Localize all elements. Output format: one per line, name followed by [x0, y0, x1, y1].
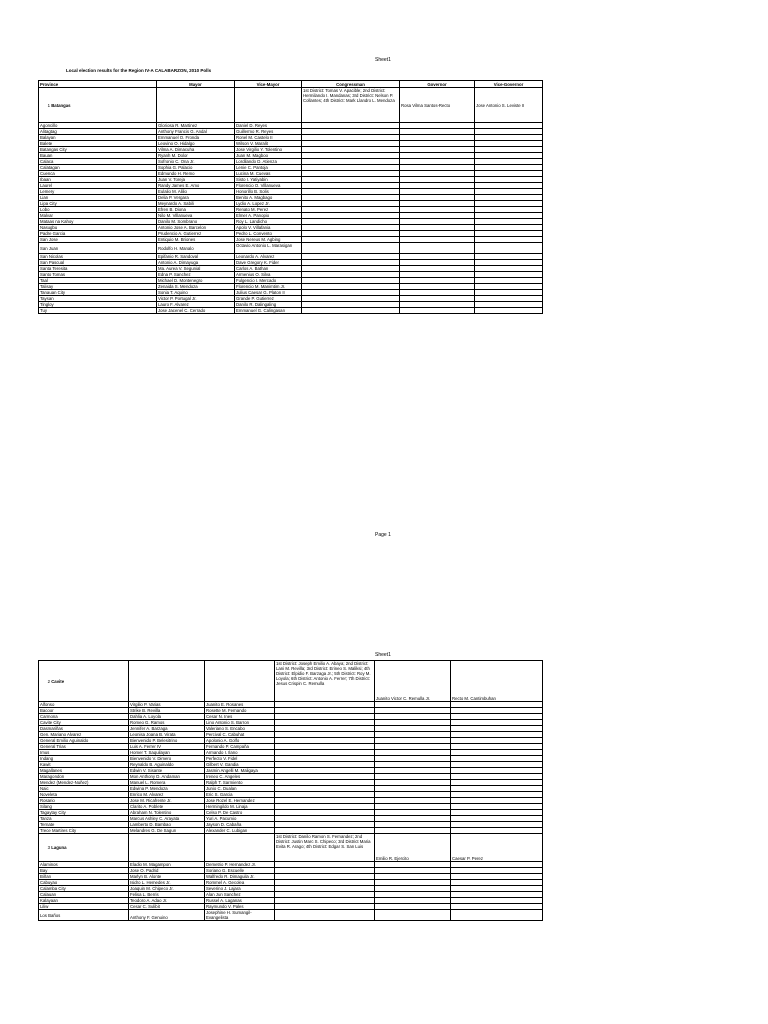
- vice-mayor-cell: Elmer A. Panopio: [235, 213, 302, 219]
- mayor-cell: Victor P. Portugal Jr.: [157, 296, 235, 302]
- vice-mayor-cell: Fernando P. Campaña: [205, 744, 275, 750]
- mayor-cell: Eladio M. Magampon: [129, 862, 205, 868]
- mayor-cell: Leovino O. Hidalgo: [157, 141, 235, 147]
- vice-mayor-cell: Daniel D. Reyes: [235, 123, 302, 129]
- mayor-cell: Jose M. Ricafrente Jr.: [129, 798, 205, 804]
- vice-governor-cell: Caesar P. Perez: [451, 834, 543, 862]
- mayor-cell: Marlyn B. Alonte: [129, 874, 205, 880]
- province-number: 3: [47, 845, 50, 850]
- province-name: Batangas: [51, 102, 71, 108]
- municipality-cell: Lemery: [39, 189, 157, 195]
- vice-mayor-cell: Junio C. Dualan: [205, 786, 275, 792]
- municipality-cell: Maragondon: [39, 774, 129, 780]
- vice-mayor-cell: Sisto I. Yatiyabin: [235, 177, 302, 183]
- vice-mayor-cell: Grande P. Gutierrez: [235, 296, 302, 302]
- province-number: 1: [47, 102, 50, 108]
- municipality-cell: Liliw: [39, 904, 129, 910]
- municipality-cell: Alaminos: [39, 862, 129, 868]
- vice-mayor-cell: Celso P. De Castro: [205, 810, 275, 816]
- province-number: 2: [47, 678, 50, 684]
- col-header-governor: Governor: [400, 81, 475, 88]
- vice-mayor-cell: Rommel A. Gecolea: [205, 880, 275, 886]
- sheet-label: Sheet1: [375, 652, 391, 658]
- vice-mayor-cell: Guillermo R. Reyes: [235, 129, 302, 135]
- mayor-cell: Prudencio A. Gutierrez: [157, 231, 235, 237]
- municipality-cell: General Emilio Aguinaldo: [39, 738, 129, 744]
- vice-mayor-cell: Raymundo V. Pales: [205, 904, 275, 910]
- municipality-cell: San Nicolas: [39, 254, 157, 260]
- province-cell: [39, 88, 157, 123]
- municipality-cell: Magallanes: [39, 768, 129, 774]
- municipality-cell: Calamba City: [39, 886, 129, 892]
- municipality-row: [39, 243, 543, 254]
- municipality-cell: Santa Teresita: [39, 266, 157, 272]
- congressman-empty-cell: [302, 308, 400, 314]
- vice-mayor-cell: Severino J. Lajara: [205, 886, 275, 892]
- municipality-cell: Gen. Mariano Alvarez: [39, 732, 129, 738]
- municipality-cell: Dasmariñas: [39, 726, 129, 732]
- mayor-cell: Antonio A. Dimayuga: [157, 260, 235, 266]
- mayor-cell: Felisa L. Berris: [129, 892, 205, 898]
- mayor-cell: Reynaldo B. Aguinaldo: [129, 762, 205, 768]
- municipality-cell: Kalayaan: [39, 898, 129, 904]
- mayor-cell: Delia P. Vergara: [157, 195, 235, 201]
- municipality-cell: San Pascual: [39, 260, 157, 266]
- vice-mayor-cell: Cesar N. Ines: [205, 714, 275, 720]
- municipality-cell: Cavite City: [39, 720, 129, 726]
- vice-mayor-cell: Lucina M. Cuevas: [235, 171, 302, 177]
- mayor-cell: Clarito A. Poblete: [129, 804, 205, 810]
- municipality-cell: Mataas na Kahoy: [39, 219, 157, 225]
- mayor-cell: Romeo G. Ramos: [129, 720, 205, 726]
- municipality-cell: Nasugbu: [39, 225, 157, 231]
- mayor-cell: Epifanio R. Sandoval: [157, 254, 235, 260]
- mayor-cell: Enrico M. Alvarez: [129, 792, 205, 798]
- province-vice-mayor-cell: [205, 834, 275, 862]
- province-row: [39, 88, 543, 123]
- municipality-cell: Taysan: [39, 296, 157, 302]
- municipality-cell: Taal: [39, 278, 157, 284]
- mayor-cell: Anthony Francis G. Andal: [157, 129, 235, 135]
- col-header-congressman: Congressman: [302, 81, 400, 88]
- mayor-cell: Strike B. Revilla: [129, 708, 205, 714]
- mayor-cell: Luis A. Ferrer IV: [129, 744, 205, 750]
- vice-governor-empty-cell: [451, 910, 543, 921]
- mayor-cell: Edmundo H. Remo: [157, 171, 235, 177]
- vice-mayor-cell: Valeriano S. Encabo: [205, 726, 275, 732]
- vice-mayor-cell: Wilson V. Maralit: [235, 141, 302, 147]
- municipality-cell: Balete: [39, 141, 157, 147]
- vice-mayor-cell: Juanito E. Rosanes: [205, 702, 275, 708]
- mayor-cell: Sofronio C. Ona Jr.: [157, 159, 235, 165]
- municipality-cell: Cuenca: [39, 171, 157, 177]
- municipality-cell: Lian: [39, 195, 157, 201]
- mayor-cell: Zenaida S. Mendoza: [157, 284, 235, 290]
- batangas-results-table: [38, 80, 543, 314]
- sheet-label: Sheet1: [375, 57, 391, 63]
- vice-mayor-cell: Russel A. Laganas: [205, 898, 275, 904]
- vice-mayor-cell: Yuri A. Pacumio: [205, 816, 275, 822]
- province-cell: [39, 661, 129, 702]
- municipality-cell: Ternate: [39, 822, 129, 828]
- vice-mayor-cell: Jose Rozel E. Hernandez: [205, 798, 275, 804]
- mayor-cell: Rodolfo H. Manalo: [157, 243, 235, 254]
- municipality-cell: Biñan: [39, 874, 129, 880]
- mayor-cell: Homer T. Saquilayan: [129, 750, 205, 756]
- vice-mayor-cell: Percival C. Cabuhat: [205, 732, 275, 738]
- governor-empty-cell: [400, 308, 475, 314]
- municipality-cell: Calatagan: [39, 165, 157, 171]
- municipality-cell: Carmona: [39, 714, 129, 720]
- mayor-cell: Teodoro A. Adao Jr.: [129, 898, 205, 904]
- governor-empty-cell: [400, 243, 475, 254]
- province-vice-mayor-cell: [205, 661, 275, 702]
- municipality-cell: Tanauan City: [39, 290, 157, 296]
- municipality-cell: General Trias: [39, 744, 129, 750]
- mayor-cell: Edna P. Sanchez: [157, 272, 235, 278]
- mayor-cell: Isidro L. Hemedes Jr.: [129, 880, 205, 886]
- congressman-cell: 1st District: Joseph Emilio A. Abaya; 2nd District: Lani M. Revilla; 3rd District: Erineo S. Maliksi; 4th District: Elpidio F. Barzaga Jr.; 5th District: Roy M. Loyola; 6th District: Antonio A. Ferrer; 7th District: Jesus Crispin C. Remulla: [275, 661, 375, 702]
- mayor-cell: Gloriosa R. Martinez: [157, 123, 235, 129]
- vice-mayor-cell: Florencio O. Villanueva: [235, 183, 302, 189]
- governor-cell: Juanito Victor C. Remulla Jr.: [375, 661, 451, 702]
- mayor-cell: Jose O. Padrid: [129, 868, 205, 874]
- header-row: [39, 81, 543, 88]
- municipality-cell: Agoncillo: [39, 123, 157, 129]
- municipality-cell: Naic: [39, 786, 129, 792]
- mayor-cell: Efren B. Diona: [157, 207, 235, 213]
- vice-governor-empty-cell: [475, 308, 543, 314]
- vice-mayor-cell: Julius Caesar G. Platon II: [235, 290, 302, 296]
- mayor-cell: Edwina P. Mendoza: [129, 786, 205, 792]
- municipality-cell: Calauan: [39, 892, 129, 898]
- congressman-cell: 1st District: Danilo Ramon S. Fernandez; 2nd District: Justin Marc S. Chipeco; 3rd District Maria Evita R. Arago; 4th District: Edgar S. San Luis: [275, 834, 375, 862]
- congressman-empty-cell: [302, 243, 400, 254]
- province-name: Cavite: [51, 678, 65, 684]
- municipality-cell: Tuy: [39, 308, 157, 314]
- vice-mayor-cell: Walfredo R. Dimaguila Jr.: [205, 874, 275, 880]
- vice-mayor-cell: Apolo V. Villafania: [235, 225, 302, 231]
- governor-cell: Emilio R. Ejercito: [375, 834, 451, 862]
- vice-mayor-cell: Juan M. Magboo: [235, 153, 302, 159]
- governor-cell: Rosa Vilma Santos-Recto: [400, 88, 475, 123]
- vice-mayor-cell: Jasmin Angelli M. Maligaya: [205, 768, 275, 774]
- governor-empty-cell: [375, 910, 451, 921]
- vice-mayor-cell: Pedro L. Convento: [235, 231, 302, 237]
- page-number: Page 1: [375, 532, 391, 538]
- vice-governor-cell: Recto M. Cantimbuhan: [451, 661, 543, 702]
- vice-mayor-cell: Jayson D. Cabaña: [205, 822, 275, 828]
- mayor-cell: Ma. Aurea V. Segunial: [157, 266, 235, 272]
- municipality-cell: Lobo: [39, 207, 157, 213]
- mayor-cell: Sophia G. Palacio: [157, 165, 235, 171]
- province-mayor-cell: [157, 88, 235, 123]
- vice-mayor-cell: Lordilando D. Atienza: [235, 159, 302, 165]
- vice-mayor-cell: Lino Antonio S. Barron: [205, 720, 275, 726]
- mayor-cell: Lauro F. Alvarez: [157, 302, 235, 308]
- vice-mayor-cell: Emmanuel G. Calingasan: [235, 308, 302, 314]
- province-vice-mayor-cell: [235, 88, 302, 123]
- province-mayor-cell: [129, 834, 205, 862]
- municipality-cell: Los Baños: [39, 910, 129, 921]
- vice-mayor-cell: Josephine H. Sumangil-Evangelista: [205, 910, 275, 921]
- municipality-cell: Malvar: [39, 213, 157, 219]
- municipality-cell: Laurel: [39, 183, 157, 189]
- municipality-cell: Bay: [39, 868, 129, 874]
- mayor-cell: Dahlia A. Loyola: [129, 714, 205, 720]
- vice-mayor-cell: Ralph T. Sarmiento: [205, 780, 275, 786]
- municipality-cell: Alitagtag: [39, 129, 157, 135]
- mayor-cell: Danilo M. Sombrano: [157, 219, 235, 225]
- vice-mayor-cell: Ronel M. Castelo II: [235, 135, 302, 141]
- municipality-cell: San Jose: [39, 237, 157, 243]
- municipality-cell: Bauan: [39, 153, 157, 159]
- vice-mayor-cell: Soriano G. Escuelle: [205, 868, 275, 874]
- municipality-cell: Mendez (Mendez-Nuñez): [39, 780, 129, 786]
- province-row: [39, 661, 543, 702]
- municipality-cell: Santo Tomas: [39, 272, 157, 278]
- mayor-cell: Bienvenido V. Dimero: [129, 756, 205, 762]
- mayor-cell: Antonio Jose A. Barcelon: [157, 225, 235, 231]
- mayor-cell: Nilo M. Villanueva: [157, 213, 235, 219]
- vice-mayor-cell: Alan Jun Sanchez: [205, 892, 275, 898]
- municipality-cell: Trece Martires City: [39, 828, 129, 834]
- vice-governor-cell: Jose Antonio S. Leviste II: [475, 88, 543, 123]
- mayor-cell: Jennifer A. Barzaga: [129, 726, 205, 732]
- col-header-province: Province: [39, 81, 157, 88]
- mayor-cell: Anthony F. Genuino: [129, 910, 205, 921]
- municipality-cell: Tanza: [39, 816, 129, 822]
- mayor-cell: Abraham N. Tolentino: [129, 810, 205, 816]
- mayor-cell: Emmanuel O. Fronda: [157, 135, 235, 141]
- municipality-cell: Silang: [39, 804, 129, 810]
- mayor-cell: Bienvenido P. Belesitrino: [129, 738, 205, 744]
- municipality-cell: Bacoor: [39, 708, 129, 714]
- vice-mayor-cell: Rosette M. Fernando: [205, 708, 275, 714]
- municipality-cell: Ibaan: [39, 177, 157, 183]
- congressman-cell: 1st District: Tomas V. Apacible; 2nd District: Hermilando I. Mandanas; 3rd District: Nelson P. Collantes; 4th District: Mark Llandro L. Mendoza: [302, 88, 400, 123]
- mayor-cell: Marcus Ashley C. Arayata: [129, 816, 205, 822]
- cavite-laguna-results-table: [38, 660, 543, 921]
- province-name: Laguna: [51, 845, 67, 850]
- vice-mayor-cell: Honorillo B. Solis: [235, 189, 302, 195]
- col-header-vice-mayor: Vice-Mayor: [235, 81, 302, 88]
- municipality-cell: Noveleta: [39, 792, 129, 798]
- mayor-cell: Lamberto D. Bambao: [129, 822, 205, 828]
- mayor-cell: Virgilio P. Varias: [129, 702, 205, 708]
- municipality-cell: Tagaytay City: [39, 810, 129, 816]
- vice-mayor-cell: Danilo R. Dalingaling: [235, 302, 302, 308]
- vice-governor-empty-cell: [475, 243, 543, 254]
- congressman-empty-cell: [275, 910, 375, 921]
- municipality-cell: Batangas City: [39, 147, 157, 153]
- municipality-cell: Tingloy: [39, 302, 157, 308]
- mayor-cell: Sonia T. Aquino: [157, 290, 235, 296]
- vice-mayor-cell: Carlos A. Bathan: [235, 266, 302, 272]
- vice-mayor-cell: Gilbert V. Gandia: [205, 762, 275, 768]
- vice-mayor-cell: Octavio Antonio L. Marasigan: [235, 243, 302, 254]
- province-mayor-cell: [129, 661, 205, 702]
- vice-mayor-cell: Lydio A. Lopez Jr.: [235, 201, 302, 207]
- mayor-cell: Eulalio M. Alilio: [157, 189, 235, 195]
- vice-mayor-cell: Jose Virgilio Y. Tolentino: [235, 147, 302, 153]
- mayor-cell: Cesar C. Sulibit: [129, 904, 205, 910]
- mayor-cell: Meynardo A. Sabili: [157, 201, 235, 207]
- mayor-cell: Randy James E. Amo: [157, 183, 235, 189]
- vice-mayor-cell: Florencio M. Manimtim Jr.: [235, 284, 302, 290]
- municipality-cell: Cabuyao: [39, 880, 129, 886]
- vice-mayor-cell: Lenie C. Pantoja: [235, 165, 302, 171]
- vice-mayor-cell: Perfecto V. Fidel: [205, 756, 275, 762]
- vice-mayor-cell: Jose Nereus M. Agbing: [235, 237, 302, 243]
- municipality-cell: San Juan: [39, 243, 157, 254]
- vice-mayor-cell: Leonardo A. Alvarez: [235, 254, 302, 260]
- municipality-cell: Balayan: [39, 135, 157, 141]
- mayor-cell: Jose Jacenel C. Cerrado: [157, 308, 235, 314]
- municipality-cell: Alfonso: [39, 702, 129, 708]
- vice-mayor-cell: Armenius O. Silva: [235, 272, 302, 278]
- municipality-cell: Kawit: [39, 762, 129, 768]
- municipality-cell: Calaca: [39, 159, 157, 165]
- mayor-cell: Mon Anthony D. Andaman: [129, 774, 205, 780]
- vice-mayor-cell: Dave Gregory K. Fider: [235, 260, 302, 266]
- municipality-cell: Padre Garcia: [39, 231, 157, 237]
- municipality-cell: Lipa City: [39, 201, 157, 207]
- vice-mayor-cell: Alexander C. Lubigan: [205, 828, 275, 834]
- vice-mayor-cell: Renato M. Perez: [235, 207, 302, 213]
- vice-mayor-cell: Ireneo C. Angeles: [205, 774, 275, 780]
- mayor-cell: Melandres G. De Sagun: [129, 828, 205, 834]
- mayor-cell: Vilma A. Dimacuha: [157, 147, 235, 153]
- province-cell: [39, 834, 129, 862]
- municipality-row: [39, 308, 543, 314]
- mayor-cell: Joaquin M. Chipeco Jr.: [129, 886, 205, 892]
- mayor-cell: Michael D. Montenegro: [157, 278, 235, 284]
- mayor-cell: Leonisa Joana B. Virata: [129, 732, 205, 738]
- mayor-cell: Ryanh M. Dolor: [157, 153, 235, 159]
- vice-mayor-cell: Eric S. Garcia: [205, 792, 275, 798]
- document-title: Local election results for the Region IV-A CALABARZON, 2010 Polls: [66, 68, 212, 73]
- vice-mayor-cell: Armando I. Ilano: [205, 750, 275, 756]
- vice-mayor-cell: Benito A. Magbago: [235, 195, 302, 201]
- mayor-cell: Edwin V. Sisante: [129, 768, 205, 774]
- col-header-mayor: Mayor: [157, 81, 235, 88]
- vice-mayor-cell: Apolonio A. Golfo: [205, 738, 275, 744]
- vice-mayor-cell: Roy L. Landicho: [235, 219, 302, 225]
- municipality-cell: Imus: [39, 750, 129, 756]
- mayor-cell: Entiquio M. Briones: [157, 237, 235, 243]
- municipality-cell: Rosario: [39, 798, 129, 804]
- municipality-cell: Indang: [39, 756, 129, 762]
- mayor-cell: Juan V. Toreja: [157, 177, 235, 183]
- province-row: [39, 834, 543, 862]
- vice-mayor-cell: Fulgencio I. Mercado: [235, 278, 302, 284]
- municipality-cell: Talisay: [39, 284, 157, 290]
- municipality-row: [39, 910, 543, 921]
- vice-mayor-cell: Hermingildo M. Linaja: [205, 804, 275, 810]
- vice-mayor-cell: Demetrio P. Hernandez Jr.: [205, 862, 275, 868]
- col-header-vice-governor: Vice-Governor: [475, 81, 543, 88]
- mayor-cell: Manuel L. Romera: [129, 780, 205, 786]
